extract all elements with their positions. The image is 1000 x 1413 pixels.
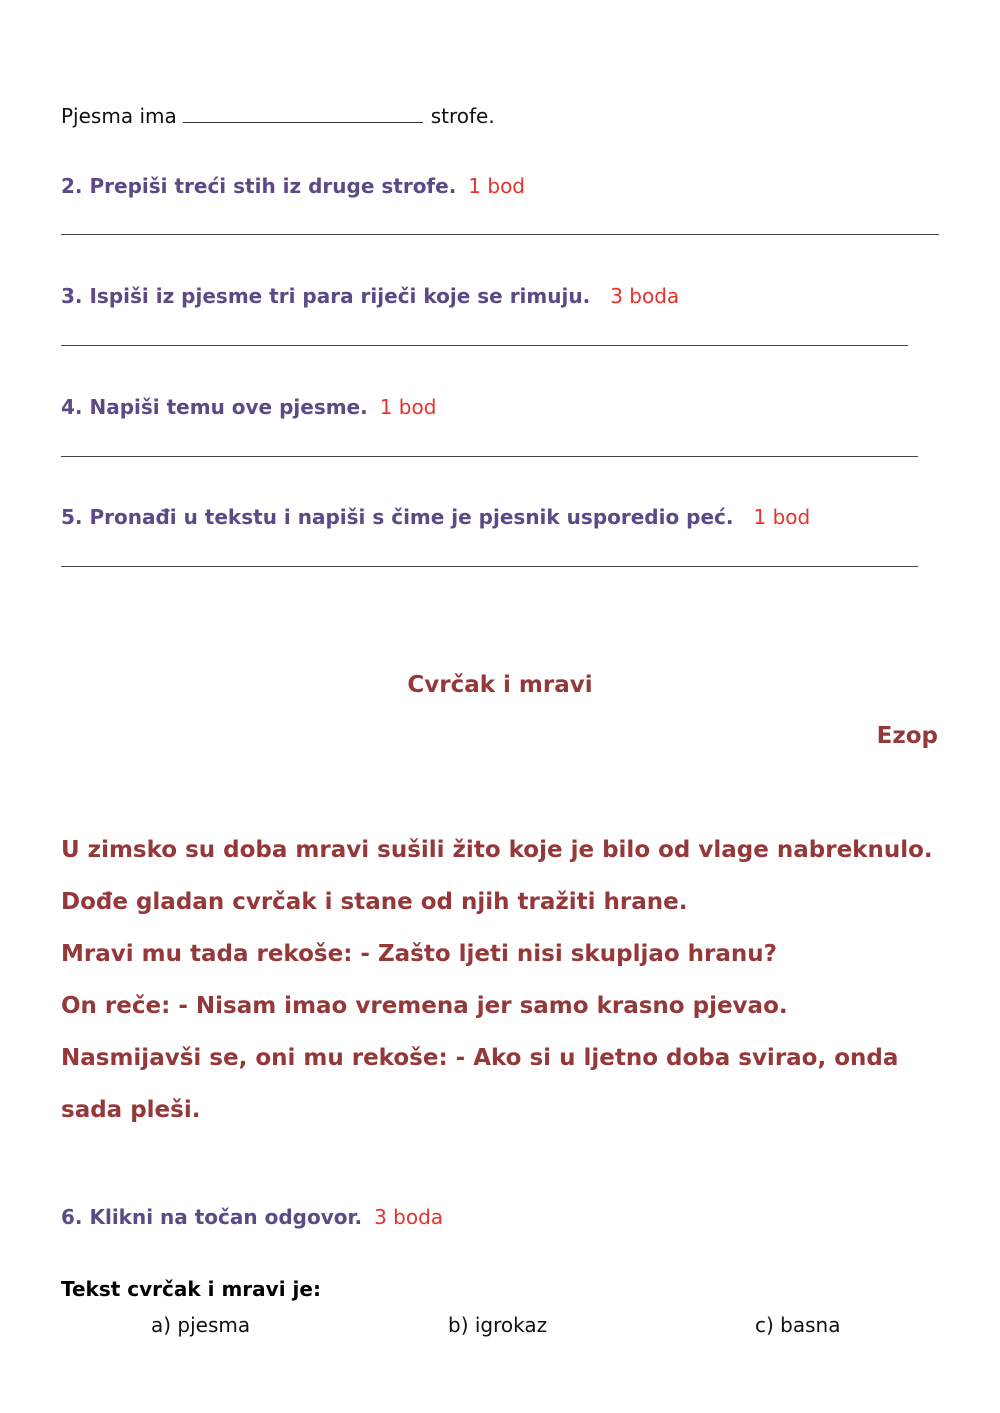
question-3-answer-line[interactable]	[61, 345, 908, 346]
story-line: U zimsko su doba mravi sušili žito koje je bilo od vlage nabreknulo.	[61, 837, 933, 863]
story-line: On reče: - Nisam imao vremena jer samo krasno pjevao.	[61, 993, 788, 1019]
story-line: Mravi mu tada rekoše: - Zašto ljeti nisi skupljao hranu?	[61, 941, 777, 967]
answer-option-c[interactable]: c) basna	[755, 1313, 841, 1337]
question-4-answer-line[interactable]	[61, 456, 918, 457]
story-line: Dođe gladan cvrčak i stane od njih tražiti hrane.	[61, 889, 688, 915]
question-2-text: 2. Prepiši treći stih iz druge strofe.	[61, 174, 457, 198]
question-4	[61, 395, 436, 419]
question-5	[61, 505, 810, 529]
answer-option-b[interactable]: b) igrokaz	[448, 1313, 548, 1337]
question-1-line	[61, 102, 495, 128]
question-1-prefix: Pjesma ima	[61, 104, 177, 128]
question-5-text: 5. Pronađi u tekstu i napiši s čime je pjesnik usporedio peć.	[61, 505, 734, 529]
question-3-text: 3. Ispiši iz pjesme tri para riječi koje se rimuju.	[61, 284, 591, 308]
question-2	[61, 174, 525, 198]
question-1-suffix: strofe.	[430, 104, 495, 128]
question-2-points: 1 bod	[468, 174, 526, 198]
question-5-points: 1 bod	[753, 505, 811, 529]
question-5-answer-line[interactable]	[61, 566, 918, 567]
question-6-points: 3 boda	[374, 1205, 444, 1229]
story-line: Nasmijavši se, oni mu rekoše: - Ako si u ljetno doba svirao, onda sada pleši.	[61, 1045, 899, 1123]
question-6	[61, 1205, 443, 1229]
question-3-points: 3 boda	[610, 284, 680, 308]
question-4-text: 4. Napiši temu ove pjesme.	[61, 395, 368, 419]
answer-option-a[interactable]: a) pjesma	[151, 1313, 251, 1337]
story-author: Ezop	[876, 723, 938, 749]
story-text	[61, 824, 941, 1136]
story-title: Cvrčak i mravi	[407, 672, 593, 698]
question-3	[61, 284, 679, 308]
question-6-stem: Tekst cvrčak i mravi je:	[61, 1277, 321, 1301]
question-6-text: 6. Klikni na točan odgovor.	[61, 1205, 363, 1229]
question-4-points: 1 bod	[379, 395, 437, 419]
question-2-answer-line[interactable]	[61, 234, 939, 235]
stanza-count-blank[interactable]	[183, 102, 423, 123]
